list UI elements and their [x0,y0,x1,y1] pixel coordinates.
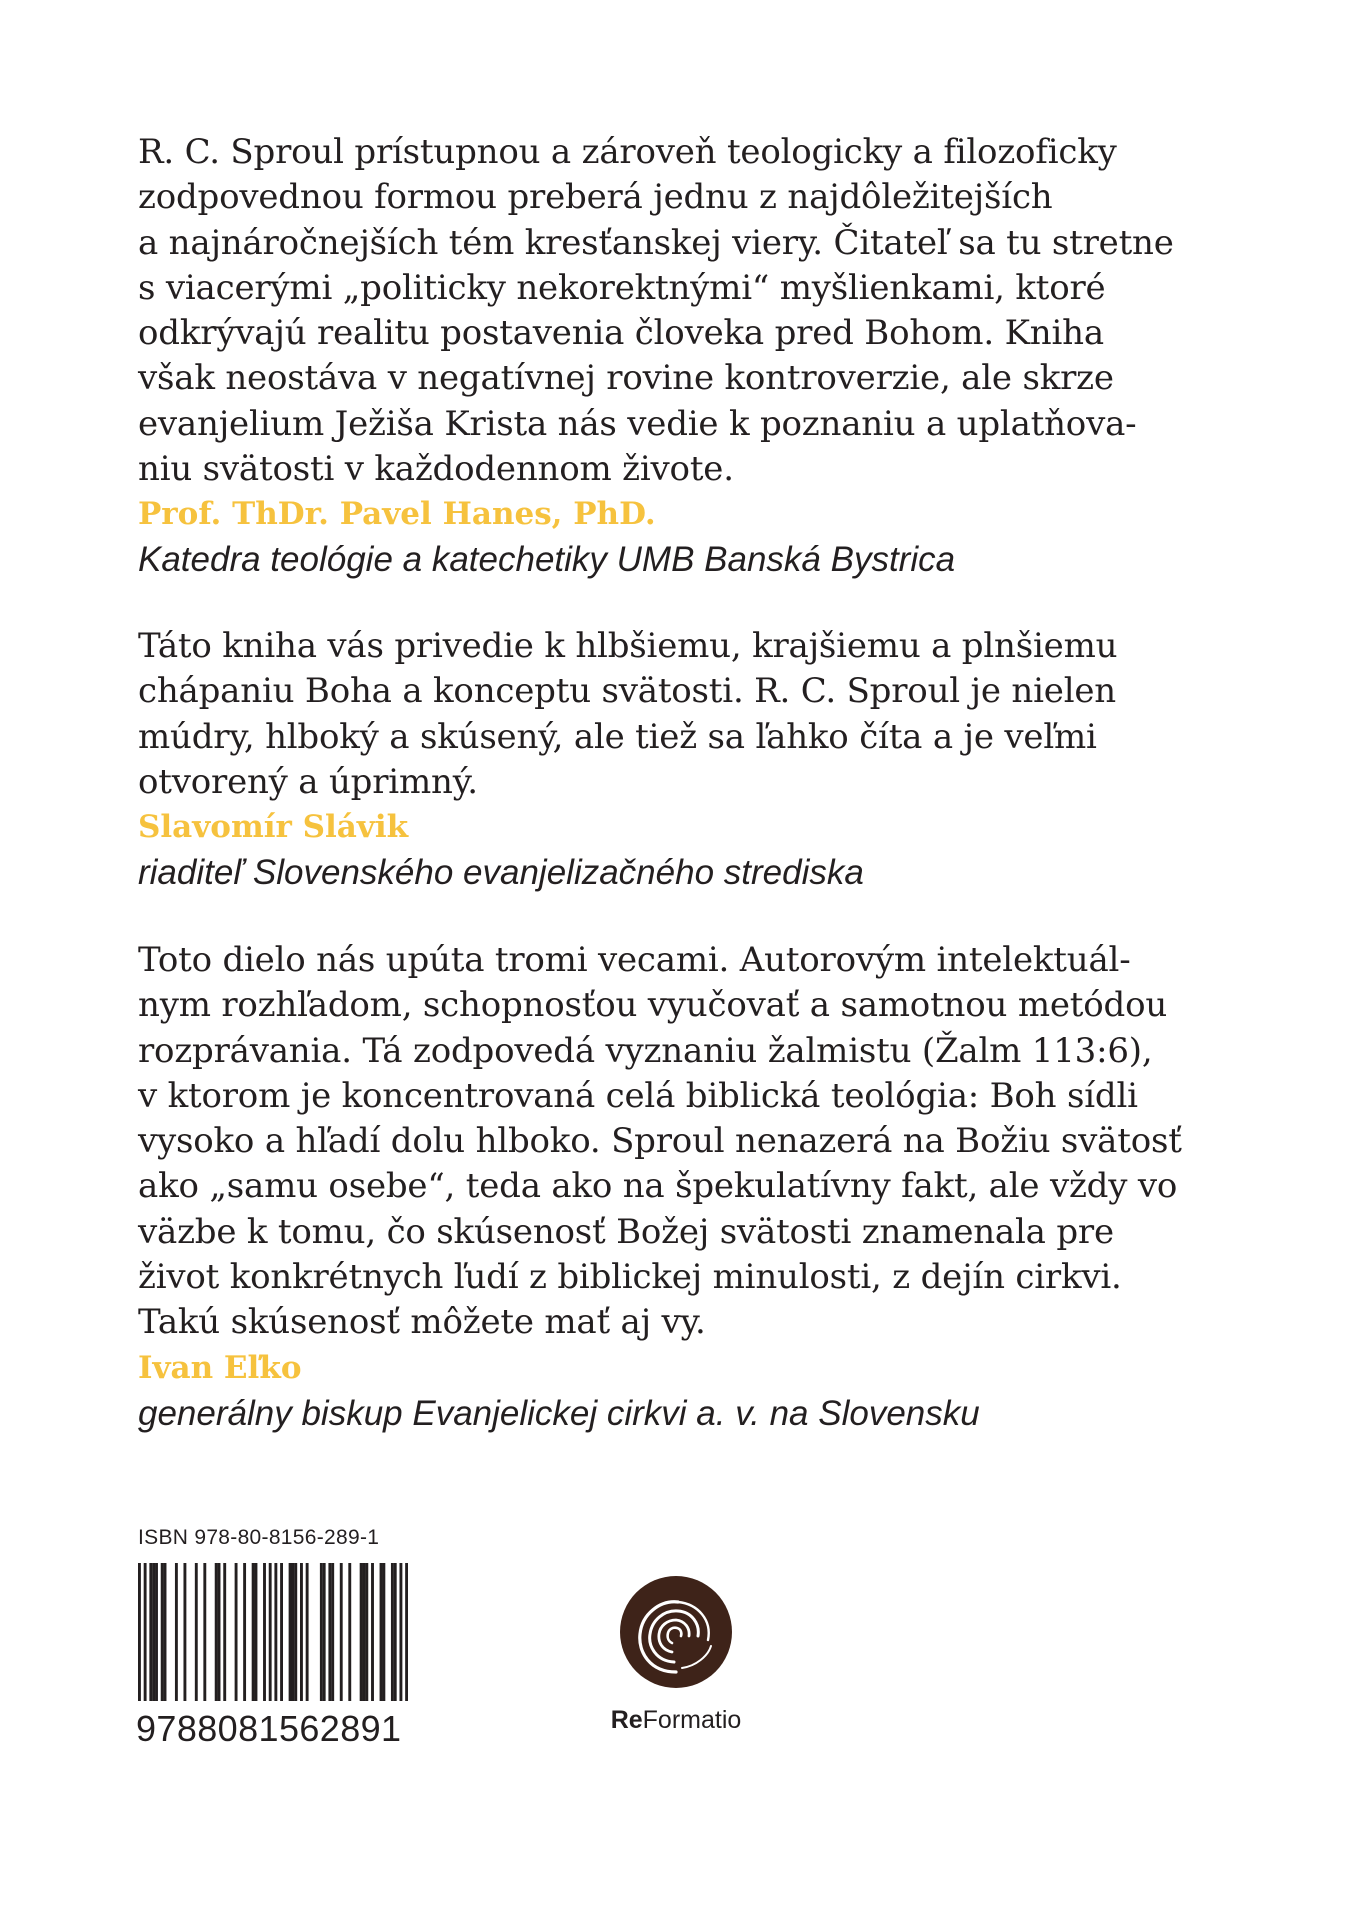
barcode-bar [289,1563,292,1701]
barcode-bar [320,1563,323,1701]
text-line: vysoko a hľadí dolu hlboko. Sproul nenazerá na Božiu svätosť [138,1121,1182,1162]
barcode-bar [235,1563,238,1701]
barcode-bar [405,1563,408,1701]
text-line: odkrývajú realitu postavenia človeka pred Bohom. Kniha [138,313,1104,354]
barcode-bar [300,1563,303,1701]
barcode-bar [164,1563,167,1701]
barcode-icon [138,1563,408,1701]
text-line: v ktorom je koncentrovaná celá biblická teológia: Boh sídli [138,1075,1138,1116]
barcode-bar [340,1563,343,1701]
barcode-bar [280,1563,283,1701]
endorsement-2 [138,624,1228,895]
barcode-bar [399,1563,402,1701]
barcode-bar [274,1563,277,1701]
barcode-bar [218,1563,221,1701]
text-line: chápaniu Boha a konceptu svätosti. R. C. Sproul je nielen [138,671,1117,712]
endorsement-1 [138,130,1228,582]
barcode-bar [365,1563,368,1701]
barcode-number: 9788081562891 [136,1708,402,1749]
text-line: a najnáročnejších tém kresťanskej viery. Čitateľ sa tu stretne [138,222,1174,263]
barcode-bar [144,1563,147,1701]
text-line: život konkrétnych ľudí z biblickej minulosti, z dejín cirkvi. [138,1257,1122,1298]
publisher-logo [596,1576,756,1756]
text-line: Táto kniha vás privedie k hlbšiemu, krajšiemu a plnšiemu [138,626,1118,666]
endorsement-author: Slavomír Slávik [138,809,409,846]
publisher-name-bold: Re [610,1706,643,1734]
barcode-bar [363,1563,366,1701]
text-line: Toto dielo nás upúta tromi vecami. Autorovým intelektuál- [138,940,1131,980]
barcode-bar [195,1563,198,1701]
text-line: však neostáva v negatívnej rovine kontroverzie, ale skrze [138,358,1114,399]
barcode-bar [323,1563,326,1701]
barcode-bar [149,1563,152,1701]
barcode-bar [152,1563,155,1701]
barcode-bar [203,1563,206,1701]
text-line: otvorený a úprimný. [138,761,478,802]
barcode-bar [328,1563,331,1701]
endorsement-text [138,624,1228,805]
publisher-name-rest: Formatio [642,1706,742,1734]
endorsement-affiliation: riaditeľ Slovenského evanjelizačného strediska [138,853,864,893]
barcode-bar [391,1563,394,1701]
barcode-bar [175,1563,178,1701]
endorsement-affiliation: Katedra teológie a katechetiky UMB Banská Bystrica [138,540,956,580]
barcode-bar [394,1563,397,1701]
endorsement-author: Prof. ThDr. Pavel Hanes, PhD. [138,496,656,533]
text-line: s viacerými „politicky nekorektnými“ myšlienkami, ktoré [138,267,1106,308]
barcode-bar [161,1563,164,1701]
barcode-bar [223,1563,226,1701]
text-line: nym rozhľadom, schopnosťou vyučovať a samotnou metódou [138,985,1168,1026]
text-line: väzbe k tomu, čo skúsenosť Božej svätosti znamenala pre [138,1211,1114,1252]
barcode-bar [294,1563,297,1701]
text-line: rozprávania. Tá zodpovedá vyznaniu žalmistu (Žalm 113:6), [138,1030,1153,1071]
barcode-bar [138,1563,141,1701]
barcode-bar [155,1563,158,1701]
endorsement-author: Ivan Eľko [138,1349,302,1386]
barcode-bar [252,1563,255,1701]
text-line: zodpovednou formou preberá jednu z najdôležitejších [138,177,1053,218]
text-line: R. C. Sproul prístupnou a zároveň teologicky a filozoficky [138,132,1117,172]
text-line: evanjelium Ježiša Krista nás vedie k poznaniu a uplatňova- [138,403,1137,444]
text-line: niu svätosti v každodennom živote. [138,449,734,490]
barcode-bar [331,1563,334,1701]
barcode-bar [382,1563,385,1701]
endorsement-text [138,130,1228,492]
text-line: ako „samu osebe“, teda ako na špekulatívny fakt, ale vždy vo [138,1166,1178,1207]
endorsement-text [138,938,1228,1346]
barcode-bar [183,1563,186,1701]
barcode-bar [306,1563,309,1701]
text-line: múdry, hlboký a skúsený, ale tiež sa ľahko číta a je veľmi [138,716,1097,757]
endorsement-3 [138,938,1228,1436]
concentric-spiral-icon [620,1576,732,1688]
publisher-name [596,1706,756,1735]
endorsement-affiliation: generálny biskup Evanjelickej cirkvi a. v. na Slovensku [138,1393,980,1433]
barcode-bar [380,1563,383,1701]
barcode-bar [269,1563,272,1701]
text-line: Takú skúsenosť môžete mať aj vy. [138,1302,706,1343]
barcode-bar [348,1563,351,1701]
barcode-bar [263,1563,266,1701]
isbn-label: ISBN 978-80-8156-289-1 [138,1526,380,1549]
barcode-bar [371,1563,374,1701]
barcode-bar [215,1563,218,1701]
barcode-bar [255,1563,258,1701]
barcode-bar [243,1563,246,1701]
barcode-bar [291,1563,294,1701]
barcode-bar [360,1563,363,1701]
